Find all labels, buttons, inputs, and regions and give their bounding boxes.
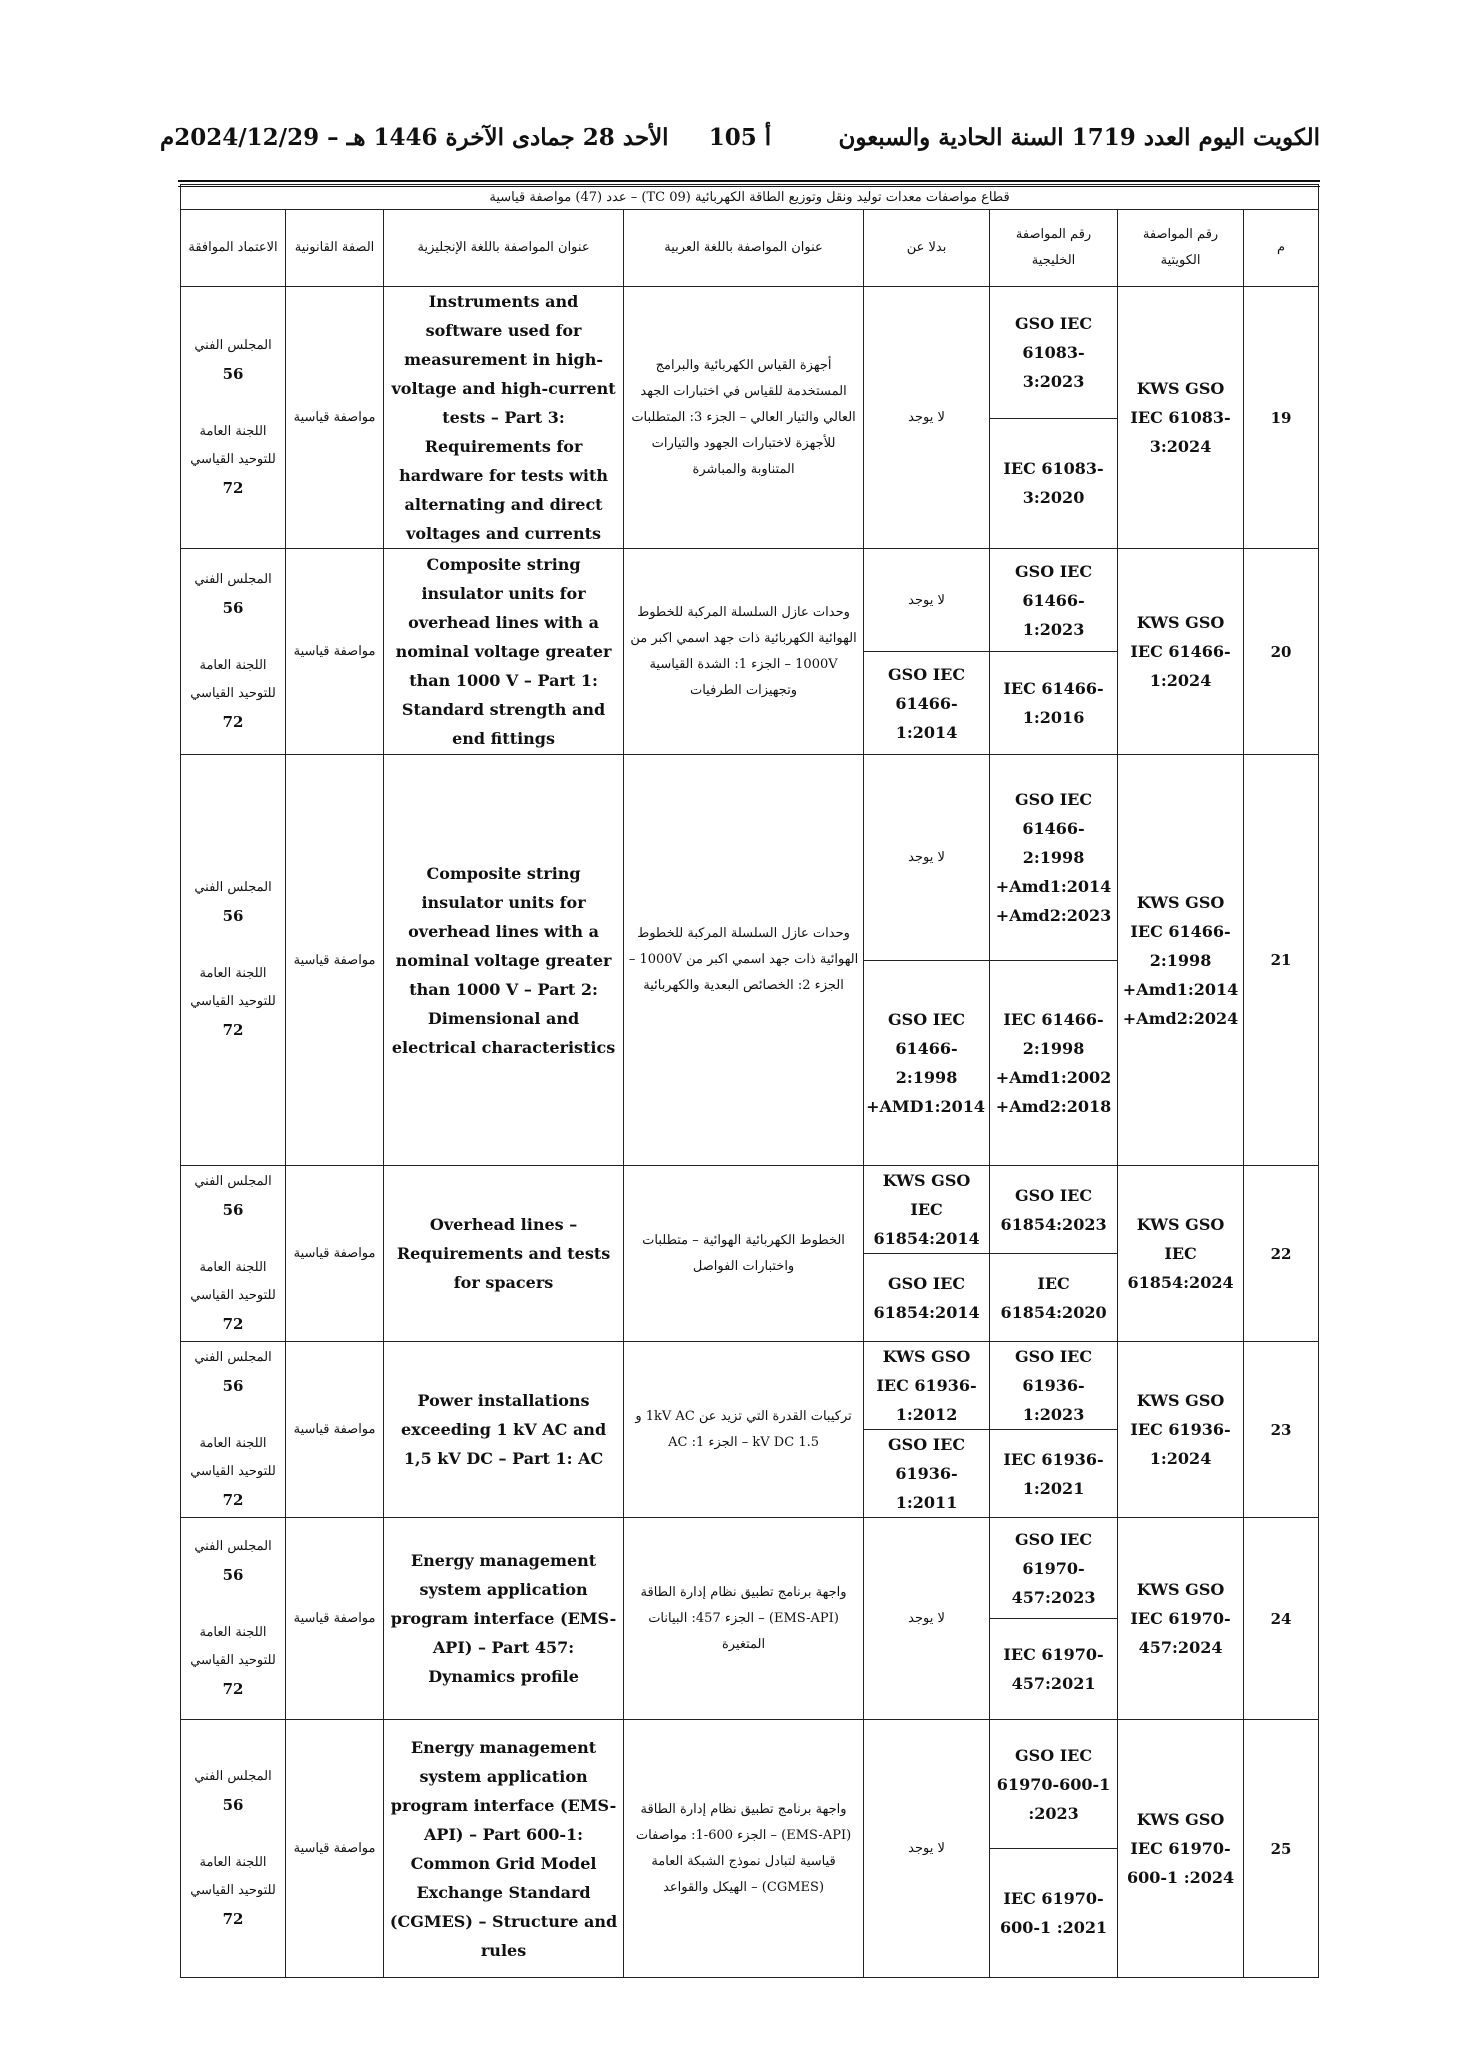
- approval-committee: اللجنة العامة للتوحيد القياسي: [190, 1854, 276, 1898]
- legal-status: مواصفة قياسية: [286, 1166, 384, 1342]
- sector-title: قطاع مواصفات معدات توليد ونقل وتوزيع الطاقة الكهربائية (TC 09) – عدد (47) مواصفة قياسية: [181, 185, 1319, 210]
- replaces-value: لا يوجد: [864, 287, 990, 549]
- row-number: 19: [1244, 287, 1319, 549]
- replaces-value: لا يوجد: [864, 755, 990, 961]
- approval-council-number: 56: [222, 1565, 244, 1584]
- title-arabic: وحدات عازل السلسلة المركبة للخطوط الهوائية الكهربائية ذات جهد اسمي اكبر من 1000V – الجزء 1: الشدة القياسية وتجهيزات الطرفيات: [624, 549, 864, 755]
- table-row: [181, 1720, 1319, 1849]
- legal-status: مواصفة قياسية: [286, 287, 384, 549]
- approval-council-number: 56: [222, 907, 244, 925]
- col-replaces: بدلا عن: [864, 210, 990, 287]
- gso-number: GSO IEC 61854:2023: [990, 1166, 1118, 1254]
- table-row: [181, 549, 1319, 652]
- col-approval: الاعتماد الموافقة: [181, 210, 286, 287]
- title-english: Instruments and software used for measurement in high-voltage and high-current tests – Part 3: Requirements for hardware for tests with alternating and direct voltages and currents: [384, 287, 624, 549]
- table-row: [181, 287, 1319, 419]
- approval-committee-number: 72: [222, 1490, 244, 1509]
- gazette-issue: الكويت اليوم العدد 1719 السنة الحادية والسبعون: [838, 124, 1320, 151]
- col-legal: الصفة القانونية: [286, 210, 384, 287]
- approval-committee-number: 72: [222, 478, 244, 497]
- approval: [181, 1518, 286, 1720]
- approval-committee-number: 72: [222, 1021, 244, 1039]
- replaces-value: GSO IEC 61466-1:2014: [864, 652, 990, 755]
- col-gso: رقم المواصفة الخليجية: [990, 210, 1118, 287]
- replaces-value: لا يوجد: [864, 1720, 990, 1978]
- title-arabic: وحدات عازل السلسلة المركبة للخطوط الهوائية ذات جهد اسمي اكبر من 1000V – الجزء 2: الخصائص البعدية والكهربائية: [624, 755, 864, 1166]
- kws-number: KWS GSO IEC 61083-3:2024: [1118, 287, 1244, 549]
- kws-number: KWS GSO IEC 61970-600-1 :2024: [1118, 1720, 1244, 1978]
- legal-status: مواصفة قياسية: [286, 755, 384, 1166]
- kws-number: KWS GSO IEC 61936-1:2024: [1118, 1342, 1244, 1518]
- replaces-value: GSO IEC 61466-2:1998 +AMD1:2014: [864, 961, 990, 1166]
- table-row: [181, 1518, 1319, 1619]
- approval-council: المجلس الفني: [194, 1173, 272, 1189]
- gso-number: GSO IEC 61466-1:2023: [990, 549, 1118, 652]
- title-arabic: واجهة برنامج تطبيق نظام إدارة الطاقة (EMS-API) – الجزء 600-1: مواصفات قياسية لتبادل نموذج الشبكة العامة (CGMES) – الهيكل والقواعد: [624, 1720, 864, 1978]
- title-arabic: واجهة برنامج تطبيق نظام إدارة الطاقة (EMS-API) – الجزء 457: البيانات المتغيرة: [624, 1518, 864, 1720]
- approval-committee: اللجنة العامة للتوحيد القياسي: [190, 423, 276, 467]
- approval: [181, 287, 286, 549]
- approval: [181, 1342, 286, 1518]
- title-arabic: أجهزة القياس الكهربائية والبرامج المستخدمة للقياس في اختبارات الجهد العالي والتيار العالي – الجزء 3: المتطلبات للأجهزة لاختبارات الجهود والتيارات المتناوبة والمباشرة: [624, 287, 864, 549]
- approval-council: المجلس الفني: [194, 880, 272, 895]
- approval: [181, 1166, 286, 1342]
- table-body: [181, 287, 1319, 1978]
- row-number: 22: [1244, 1166, 1319, 1342]
- gso-number: IEC 61854:2020: [990, 1254, 1118, 1342]
- approval: [181, 755, 286, 1166]
- title-arabic: تركيبات القدرة التي تزيد عن 1kV AC و 1.5 kV DC – الجزء 1: AC: [624, 1342, 864, 1518]
- kws-number: KWS GSO IEC 61970-457:2024: [1118, 1518, 1244, 1720]
- approval-council: المجلس الفني: [194, 1538, 272, 1554]
- approval-committee-number: 72: [222, 1909, 244, 1928]
- sector-row: [181, 185, 1319, 210]
- page-number: أ 105: [708, 124, 772, 151]
- gso-number: IEC 61466-1:2016: [990, 652, 1118, 755]
- kws-number: KWS GSO IEC 61466-1:2024: [1118, 549, 1244, 755]
- title-english: Composite string insulator units for overhead lines with a nominal voltage greater than 1000 V – Part 2: Dimensional and electrical characteristics: [384, 755, 624, 1166]
- approval-committee: اللجنة العامة للتوحيد القياسي: [190, 657, 276, 701]
- legal-status: مواصفة قياسية: [286, 1518, 384, 1720]
- row-number: 21: [1244, 755, 1319, 1166]
- table-row: [181, 1166, 1319, 1254]
- title-english: Energy management system application program interface (EMS-API) – Part 600-1: Common Grid Model Exchange Standard (CGMES) – Structure and rules: [384, 1720, 624, 1978]
- approval-committee: اللجنة العامة للتوحيد القياسي: [190, 1624, 276, 1668]
- gso-number: IEC 61970-457:2021: [990, 1619, 1118, 1720]
- replaces-value: GSO IEC 61854:2014: [864, 1254, 990, 1342]
- replaces-value: لا يوجد: [864, 1518, 990, 1720]
- approval: [181, 549, 286, 755]
- gso-number: IEC 61466-2:1998 +Amd1:2002 +Amd2:2018: [990, 961, 1118, 1166]
- approval-council: المجلس الفني: [194, 1768, 272, 1784]
- title-english: Overhead lines – Requirements and tests for spacers: [384, 1166, 624, 1342]
- replaces-value: KWS GSO IEC 61936-1:2012: [864, 1342, 990, 1430]
- replaces-value: لا يوجد: [864, 549, 990, 652]
- replaces-value: KWS GSO IEC 61854:2014: [864, 1166, 990, 1254]
- replaces-value: GSO IEC 61936-1:2011: [864, 1430, 990, 1518]
- row-number: 24: [1244, 1518, 1319, 1720]
- header-rule: [178, 180, 1320, 182]
- table-row: [181, 755, 1319, 961]
- approval-council-number: 56: [222, 1795, 244, 1814]
- row-number: 25: [1244, 1720, 1319, 1978]
- col-title-ar: عنوان المواصفة باللغة العربية: [624, 210, 864, 287]
- gso-number: GSO IEC 61970-457:2023: [990, 1518, 1118, 1619]
- table-row: [181, 1342, 1319, 1430]
- approval-committee: اللجنة العامة للتوحيد القياسي: [190, 1435, 276, 1479]
- gso-number: GSO IEC 61936-1:2023: [990, 1342, 1118, 1430]
- approval: [181, 1720, 286, 1978]
- approval-committee: اللجنة العامة للتوحيد القياسي: [190, 1259, 276, 1303]
- title-english: Power installations exceeding 1 kV AC and 1,5 kV DC – Part 1: AC: [384, 1342, 624, 1518]
- page-header: [160, 118, 1320, 160]
- row-number: 20: [1244, 549, 1319, 755]
- col-kws: رقم المواصفة الكويتية: [1118, 210, 1244, 287]
- column-header-row: [181, 210, 1319, 287]
- title-english: Composite string insulator units for overhead lines with a nominal voltage greater than 1000 V – Part 1: Standard strength and end fittings: [384, 549, 624, 755]
- approval-council-number: 56: [222, 598, 244, 617]
- title-english: Energy management system application program interface (EMS-API) – Part 457: Dynamics profile: [384, 1518, 624, 1720]
- approval-committee-number: 72: [222, 1314, 244, 1333]
- approval-committee-number: 72: [222, 1679, 244, 1698]
- approval-committee-number: 72: [222, 712, 244, 731]
- kws-number: KWS GSO IEC 61466-2:1998 +Amd1:2014 +Amd2:2024: [1118, 755, 1244, 1166]
- legal-status: مواصفة قياسية: [286, 549, 384, 755]
- approval-council: المجلس الفني: [194, 337, 272, 353]
- approval-council: المجلس الفني: [194, 1349, 272, 1365]
- col-title-en: عنوان المواصفة باللغة الإنجليزية: [384, 210, 624, 287]
- title-arabic: الخطوط الكهربائية الهوائية – متطلبات واختبارات الفواصل: [624, 1166, 864, 1342]
- gso-number: IEC 61083-3:2020: [990, 418, 1118, 548]
- approval-council: المجلس الفني: [194, 571, 272, 587]
- legal-status: مواصفة قياسية: [286, 1720, 384, 1978]
- gso-number: GSO IEC 61970-600-1 :2023: [990, 1720, 1118, 1849]
- approval-council-number: 56: [222, 364, 244, 383]
- col-num: م: [1244, 210, 1319, 287]
- kws-number: KWS GSO IEC 61854:2024: [1118, 1166, 1244, 1342]
- gso-number: IEC 61970-600-1 :2021: [990, 1849, 1118, 1978]
- legal-status: مواصفة قياسية: [286, 1342, 384, 1518]
- gso-number: IEC 61936-1:2021: [990, 1430, 1118, 1518]
- issue-date: الأحد 28 جمادى الآخرة 1446 هـ – 2024/12/29م: [160, 124, 669, 151]
- gso-number: GSO IEC 61466-2:1998 +Amd1:2014 +Amd2:2023: [990, 755, 1118, 961]
- row-number: 23: [1244, 1342, 1319, 1518]
- approval-committee: اللجنة العامة للتوحيد القياسي: [190, 966, 276, 1009]
- approval-council-number: 56: [222, 1200, 244, 1219]
- gso-number: GSO IEC 61083-3:2023: [990, 287, 1118, 419]
- approval-council-number: 56: [222, 1376, 244, 1395]
- standards-table: [180, 184, 1319, 1978]
